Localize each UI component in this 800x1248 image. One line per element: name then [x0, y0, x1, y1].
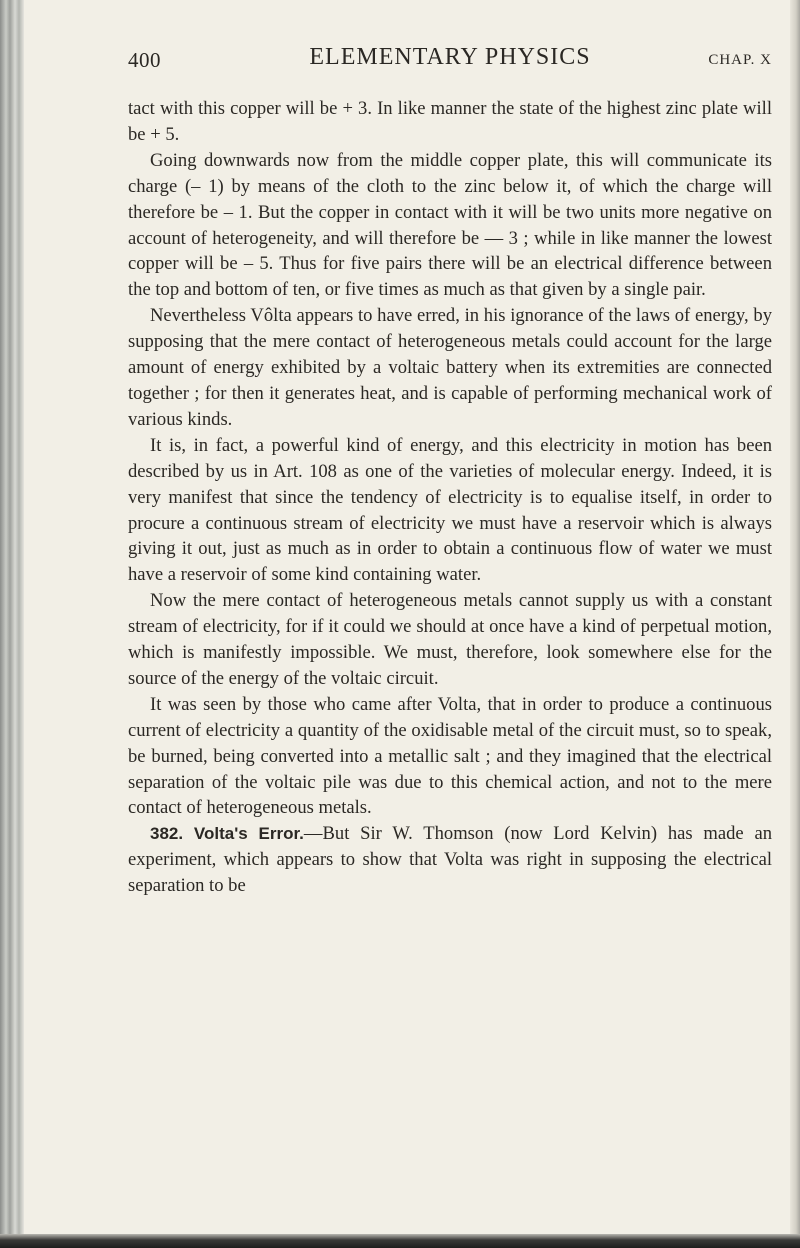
paragraph: tact with this copper will be + 3. In like manner the state of the highest zinc plate will be + 5. — [128, 98, 772, 145]
section-text: —But Sir W. Thomson (now Lord Kelvin) has made an experiment, which appears to show that Volta was right in supposing the electrical separation to be — [128, 823, 772, 897]
section-title: Volta's Error. — [193, 824, 304, 844]
running-header — [128, 44, 772, 74]
page-edge — [790, 0, 800, 1248]
paragraph: It was seen by those who came after Volta, that in order to produce a continuous current of electricity a quantity of the oxidisable metal of the circuit must, so to speak, be burned, being converted into a metallic salt ; and they imagined that the electrical separation of the voltaic pile was due to this chemical action, and not to the mere contact of heterogeneous metals. — [128, 693, 772, 819]
paragraph: Nevertheless Vôlta appears to have erred, in his ignorance of the laws of energy, by supposing that the mere contact of heterogeneous metals could account for the large amount of energy exhibited by a voltaic battery when its extremities are connected together ; for then it generates heat, and is capable of performing mechanical work of various kinds. — [128, 305, 772, 430]
paragraph: It is, in fact, a powerful kind of energy, and this electricity in motion has been described by us in Art. 108 as one of the varieties of molecular energy. Indeed, it is very manifest that since the tendency of electricity is to equalise itself, in order to procure a continuous stream of electricity we must have a reservoir which is always giving it out, just as much as in order to obtain a continuous flow of water we must have a reservoir of some kind containing water. — [128, 434, 772, 586]
body-text — [128, 96, 772, 899]
book-page — [128, 44, 772, 899]
running-title: ELEMENTARY PHYSICS — [309, 44, 591, 70]
book-spine — [0, 0, 24, 1248]
page-bottom-edge — [0, 1234, 800, 1248]
page-number: 400 — [128, 48, 161, 72]
section-number: 382. — [150, 824, 184, 844]
paragraph: Going downwards now from the middle copper plate, this will communicate its charge (– 1) by means of the cloth to the zinc below it, of which the charge will therefore be – 1. But the copper in contact with it will be two units more negative on account of heterogeneity, and will therefore be — 3 ; while in like manner the lowest copper will be – 5. Thus for five pairs there will be an electrical difference between the top and bottom of ten, or five times as much as that given by a single pair. — [128, 149, 772, 301]
section-paragraph — [128, 821, 772, 899]
chapter-label: CHAP. X — [708, 52, 772, 68]
paragraph: Now the mere contact of heterogeneous metals cannot supply us with a constant stream of electricity, for if it could we should at once have a kind of perpetual motion, which is manifestly impossible. We must, therefore, look somewhere else for the source of the energy of the voltaic circuit. — [128, 590, 772, 689]
